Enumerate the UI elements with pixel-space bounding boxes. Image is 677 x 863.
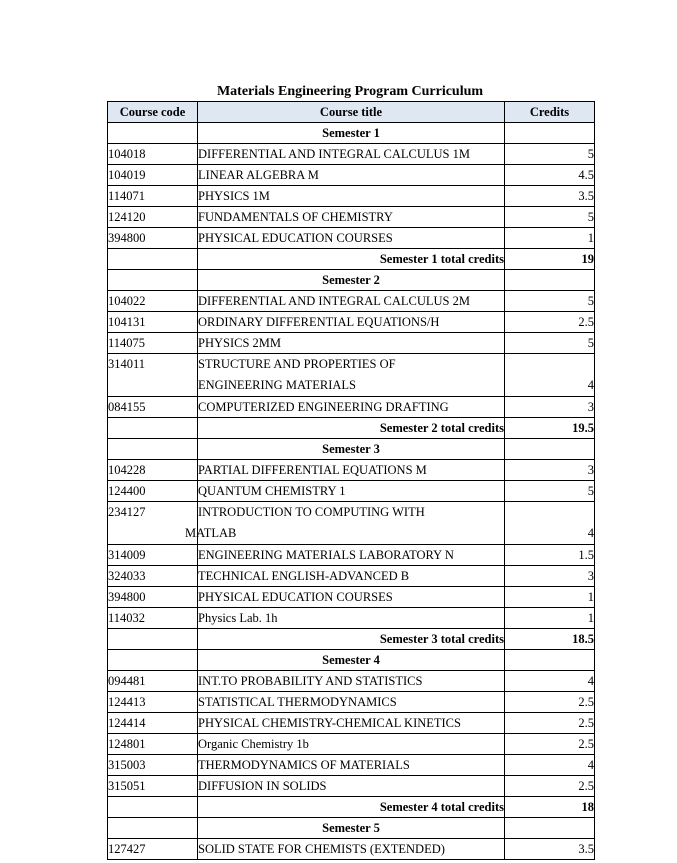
semester-total-row xyxy=(108,797,595,818)
semester-header-row xyxy=(108,818,595,839)
table-row xyxy=(108,460,595,481)
course-title: LINEAR ALGEBRA M xyxy=(198,165,505,186)
empty-cell xyxy=(108,629,198,650)
table-row xyxy=(108,312,595,333)
course-title: PHYSICAL EDUCATION COURSES xyxy=(198,228,505,249)
course-code: 124801 xyxy=(108,734,198,755)
empty-cell xyxy=(108,439,198,460)
course-title: SOLID STATE FOR CHEMISTS (EXTENDED) xyxy=(198,839,505,860)
course-title: DIFFUSION IN SOLIDS xyxy=(198,776,505,797)
empty-cell xyxy=(505,818,595,839)
course-credits: 5 xyxy=(505,207,595,228)
course-title: INTRODUCTION TO COMPUTING WITH xyxy=(198,505,425,519)
course-credits: 3 xyxy=(505,566,595,587)
table-row xyxy=(108,354,595,397)
course-code: 114032 xyxy=(108,608,198,629)
course-title: STATISTICAL THERMODYNAMICS xyxy=(198,692,505,713)
course-title: QUANTUM CHEMISTRY 1 xyxy=(198,481,505,502)
table-row xyxy=(108,333,595,354)
course-title: TECHNICAL ENGLISH-ADVANCED B xyxy=(198,566,505,587)
course-title: PHYSICAL CHEMISTRY-CHEMICAL KINETICS xyxy=(198,713,505,734)
course-code: 094481 xyxy=(108,671,198,692)
course-code: 104022 xyxy=(108,291,198,312)
course-credits: 1 xyxy=(505,228,595,249)
course-title: PHYSICAL EDUCATION COURSES xyxy=(198,587,505,608)
empty-cell xyxy=(108,650,198,671)
course-title: Physics Lab. 1h xyxy=(198,608,505,629)
course-code: 324033 xyxy=(108,566,198,587)
course-code: 104019 xyxy=(108,165,198,186)
course-credits: 4 xyxy=(505,755,595,776)
curriculum-table xyxy=(107,101,595,860)
course-credits: 2.5 xyxy=(505,692,595,713)
course-title: DIFFERENTIAL AND INTEGRAL CALCULUS 2M xyxy=(198,291,505,312)
table-row xyxy=(108,692,595,713)
course-title: FUNDAMENTALS OF CHEMISTRY xyxy=(198,207,505,228)
table-row xyxy=(108,165,595,186)
course-code: 315003 xyxy=(108,755,198,776)
course-credits: 4 xyxy=(505,354,595,397)
course-title: THERMODYNAMICS OF MATERIALS xyxy=(198,755,505,776)
semester-label: Semester 3 xyxy=(198,439,505,460)
course-credits: 5 xyxy=(505,144,595,165)
empty-cell xyxy=(505,650,595,671)
table-row xyxy=(108,608,595,629)
course-code: 394800 xyxy=(108,228,198,249)
course-title: ENGINEERING MATERIALS LABORATORY N xyxy=(198,545,505,566)
semester-total-credits: 18.5 xyxy=(505,629,595,650)
semester-total-credits: 19 xyxy=(505,249,595,270)
table-row xyxy=(108,839,595,860)
empty-cell xyxy=(505,439,595,460)
course-credits: 3 xyxy=(505,397,595,418)
course-title-cell xyxy=(185,502,505,545)
course-credits: 2.5 xyxy=(505,776,595,797)
course-title: Organic Chemistry 1b xyxy=(198,734,505,755)
column-header-code: Course code xyxy=(108,102,198,123)
course-credits: 2.5 xyxy=(505,713,595,734)
course-credits: 5 xyxy=(505,333,595,354)
semester-total-row xyxy=(108,249,595,270)
table-row xyxy=(108,228,595,249)
course-code: 104018 xyxy=(108,144,198,165)
course-title: COMPUTERIZED ENGINEERING DRAFTING xyxy=(198,397,505,418)
course-code: 314011 xyxy=(108,354,198,397)
semester-label: Semester 2 xyxy=(198,270,505,291)
course-code: 104131 xyxy=(108,312,198,333)
semester-header-row xyxy=(108,270,595,291)
semester-total-credits: 18 xyxy=(505,797,595,818)
table-row xyxy=(108,144,595,165)
course-code: 314009 xyxy=(108,545,198,566)
semester-total-label: Semester 2 total credits xyxy=(198,418,505,439)
curriculum-body xyxy=(108,123,595,860)
empty-cell xyxy=(108,418,198,439)
course-credits: 3.5 xyxy=(505,186,595,207)
course-code: 104228 xyxy=(108,460,198,481)
table-row xyxy=(108,734,595,755)
column-header-credits: Credits xyxy=(505,102,595,123)
table-row xyxy=(108,776,595,797)
semester-label: Semester 4 xyxy=(198,650,505,671)
course-title: PARTIAL DIFFERENTIAL EQUATIONS M xyxy=(198,460,505,481)
course-title: PHYSICS 2MM xyxy=(198,333,505,354)
course-code: 124413 xyxy=(108,692,198,713)
course-title: STRUCTURE AND PROPERTIES OF xyxy=(198,357,396,371)
course-credits: 2.5 xyxy=(505,734,595,755)
course-code: 124120 xyxy=(108,207,198,228)
empty-cell xyxy=(505,270,595,291)
course-code: 084155 xyxy=(108,397,198,418)
course-credits: 1 xyxy=(505,608,595,629)
table-row xyxy=(108,713,595,734)
course-credits: 4 xyxy=(505,671,595,692)
empty-cell xyxy=(108,123,198,144)
semester-total-credits: 19.5 xyxy=(505,418,595,439)
empty-cell xyxy=(108,797,198,818)
semester-total-label: Semester 1 total credits xyxy=(198,249,505,270)
semester-total-label: Semester 4 total credits xyxy=(198,797,505,818)
course-code: 114071 xyxy=(108,186,198,207)
semester-total-row xyxy=(108,629,595,650)
course-title: DIFFERENTIAL AND INTEGRAL CALCULUS 1M xyxy=(198,144,505,165)
course-title: ORDINARY DIFFERENTIAL EQUATIONS/H xyxy=(198,312,505,333)
course-code: 124414 xyxy=(108,713,198,734)
table-row xyxy=(108,671,595,692)
semester-header-row xyxy=(108,123,595,144)
course-credits: 4.5 xyxy=(505,165,595,186)
semester-total-label: Semester 3 total credits xyxy=(198,629,505,650)
course-title: PHYSICS 1M xyxy=(198,186,505,207)
course-title-cell xyxy=(198,354,505,397)
semester-label: Semester 1 xyxy=(198,123,505,144)
course-credits: 3 xyxy=(505,460,595,481)
course-title-continued: ENGINEERING MATERIALS xyxy=(198,378,356,392)
table-row xyxy=(108,397,595,418)
table-row xyxy=(108,207,595,228)
empty-cell xyxy=(108,249,198,270)
semester-label: Semester 5 xyxy=(198,818,505,839)
course-credits: 1.5 xyxy=(505,545,595,566)
table-row xyxy=(108,481,595,502)
course-code: 114075 xyxy=(108,333,198,354)
empty-cell xyxy=(108,270,198,291)
course-credits: 4 xyxy=(505,502,595,545)
table-row xyxy=(108,545,595,566)
semester-header-row xyxy=(108,439,595,460)
column-header-title: Course title xyxy=(198,102,505,123)
course-credits: 3.5 xyxy=(505,839,595,860)
course-code: 234127 xyxy=(108,502,198,545)
course-credits: 5 xyxy=(505,481,595,502)
course-title-continued: MATLAB xyxy=(185,526,237,540)
empty-cell xyxy=(505,123,595,144)
course-code: 127427 xyxy=(108,839,198,860)
table-row xyxy=(108,587,595,608)
table-row xyxy=(108,566,595,587)
semester-total-row xyxy=(108,418,595,439)
table-row xyxy=(108,186,595,207)
course-credits: 5 xyxy=(505,291,595,312)
document-title: Materials Engineering Program Curriculum xyxy=(216,84,484,99)
empty-cell xyxy=(108,818,198,839)
table-row xyxy=(108,755,595,776)
course-credits: 1 xyxy=(505,587,595,608)
table-row xyxy=(108,502,595,545)
course-code: 315051 xyxy=(108,776,198,797)
header-row xyxy=(108,102,595,123)
course-code: 394800 xyxy=(108,587,198,608)
course-code: 124400 xyxy=(108,481,198,502)
semester-header-row xyxy=(108,650,595,671)
course-credits: 2.5 xyxy=(505,312,595,333)
course-title: INT.TO PROBABILITY AND STATISTICS xyxy=(198,671,505,692)
table-row xyxy=(108,291,595,312)
